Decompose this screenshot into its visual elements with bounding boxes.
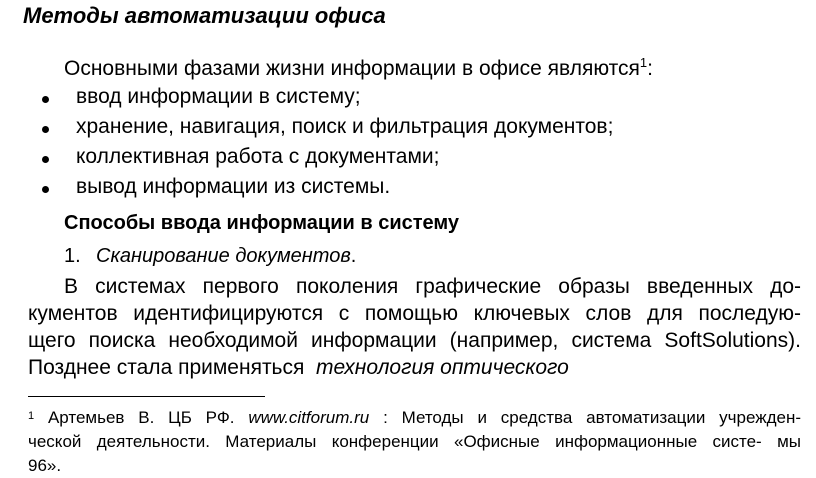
paragraph-line: [28, 354, 801, 381]
paragraph-line: щего поиска необходимой информации (например, система SoftSolutions).: [28, 329, 801, 352]
paragraph-last-italic: технология оптического: [316, 356, 569, 379]
section-heading: Способы ввода информации в систему: [64, 212, 460, 234]
footnote-reference[interactable]: 1: [639, 55, 648, 70]
footnote-site-link[interactable]: www.citforum.ru: [248, 408, 370, 427]
bullet-icon: [42, 156, 49, 163]
footnote-separator: [28, 396, 265, 397]
body-paragraph: [28, 273, 801, 381]
list-item-text: ввод информации в систему;: [76, 85, 361, 108]
footnote-author: Артемьев В. ЦБ РФ.: [47, 408, 235, 427]
bullet-icon: [42, 186, 49, 193]
footnote-text: : Методы и средства автоматизации учрежден-: [383, 408, 801, 427]
numbered-item: [64, 245, 356, 268]
item-number: 1.: [64, 245, 81, 267]
bullet-icon: [42, 96, 49, 103]
footnote-line: [28, 406, 801, 430]
intro-text: Основными фазами жизни информации в офисе являются: [64, 57, 640, 80]
paragraph-line: кументов идентифицируются с помощью ключевых слов для последую-: [28, 302, 801, 325]
paragraph-line: В системах первого поколения графические образы введенных до-: [64, 275, 801, 298]
footnote-number: 1: [28, 410, 35, 422]
item-period: .: [350, 245, 357, 267]
paragraph-last-text: Позднее стала применяться: [28, 356, 305, 379]
page-title: Методы автоматизации офиса: [23, 3, 386, 28]
item-text: Сканирование документов: [96, 245, 351, 267]
intro-sentence: [64, 57, 653, 81]
list-item-text: вывод информации из системы.: [76, 175, 391, 198]
footnote-line: 96».: [28, 456, 62, 475]
list-item-text: хранение, навигация, поиск и фильтрация документов;: [76, 115, 614, 138]
intro-colon: :: [647, 57, 653, 80]
footnote: [28, 406, 801, 478]
list-item-text: коллективная работа с документами;: [76, 145, 440, 168]
footnote-line: ческой деятельности. Материалы конференции «Офисные информационные систе- мы: [28, 432, 801, 451]
bullet-icon: [42, 126, 49, 133]
